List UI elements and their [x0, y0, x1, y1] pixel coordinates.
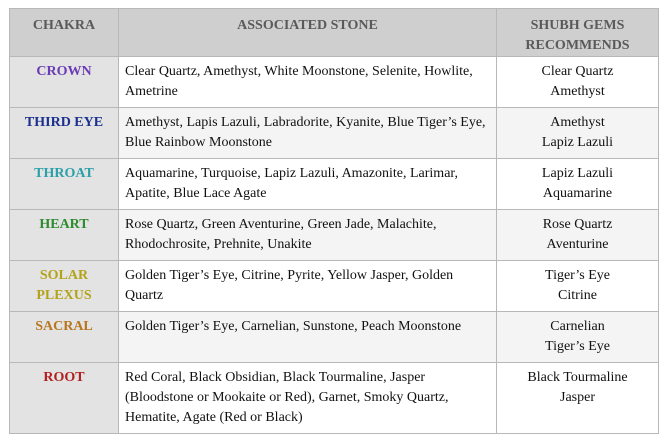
recommendation-heart [497, 210, 659, 261]
recommendation-line1: Lapiz Lazuli [541, 166, 614, 181]
associated-stones-third-eye: Amethyst, Lapis Lazuli, Labradorite, Kyanite, Blue Tiger’s Eye, Blue Rainbow Moonstone [119, 108, 497, 159]
recommendation-line2: Amethyst [550, 84, 605, 99]
recommendation-root [497, 363, 659, 434]
chakra-label-line1: ROOT [43, 370, 85, 385]
recommendation-line2: Jasper [560, 390, 595, 405]
chakra-name-throat [10, 159, 119, 210]
recommendation-solar-plexus [497, 261, 659, 312]
recommendation-line1: Clear Quartz [541, 64, 614, 79]
recommendation-line1: Amethyst [550, 115, 605, 130]
chakra-label-line1: SACRAL [35, 319, 93, 334]
chakra-name-crown [10, 57, 119, 108]
recommendation-line2: Citrine [558, 288, 597, 303]
header-associated-stone: ASSOCIATED STONE [119, 9, 497, 57]
header-row [10, 9, 659, 57]
recommendation-line1: Carnelian [550, 319, 605, 334]
recommendation-third-eye [497, 108, 659, 159]
recommendation-line1: Tiger’s Eye [545, 268, 610, 283]
recommendation-line2: Lapiz Lazuli [541, 135, 614, 150]
recommendation-line2: Aventurine [546, 237, 609, 252]
table-row-throat [10, 159, 659, 210]
recommendation-line1: Rose Quartz [542, 217, 613, 232]
header-chakra: CHAKRA [10, 9, 119, 57]
recommendation-throat [497, 159, 659, 210]
table-row-third-eye [10, 108, 659, 159]
recommendation-line2: Aquamarine [542, 186, 613, 201]
associated-stones-heart: Rose Quartz, Green Aventurine, Green Jade, Malachite, Rhodochrosite, Prehnite, Unakite [119, 210, 497, 261]
recommendation-crown [497, 57, 659, 108]
chakra-name-heart [10, 210, 119, 261]
chakra-label-line1: HEART [39, 217, 89, 232]
table-row-solar-plexus [10, 261, 659, 312]
associated-stones-sacral: Golden Tiger’s Eye, Carnelian, Sunstone, Peach Moonstone [119, 312, 497, 363]
chakra-label-line1: CROWN [36, 64, 92, 79]
associated-stones-crown: Clear Quartz, Amethyst, White Moonstone, Selenite, Howlite, Ametrine [119, 57, 497, 108]
associated-stones-solar-plexus: Golden Tiger’s Eye, Citrine, Pyrite, Yellow Jasper, Golden Quartz [119, 261, 497, 312]
recommendation-line1: Black Tourmaline [527, 370, 628, 385]
chakra-label-line1: SOLAR [39, 268, 89, 283]
chakra-name-third-eye [10, 108, 119, 159]
chakra-name-sacral [10, 312, 119, 363]
chakra-stone-table [9, 8, 659, 434]
chakra-label-line1: THIRD EYE [24, 115, 104, 130]
table-row-crown [10, 57, 659, 108]
table-row-sacral [10, 312, 659, 363]
chakra-name-solar-plexus [10, 261, 119, 312]
associated-stones-throat: Aquamarine, Turquoise, Lapiz Lazuli, Amazonite, Larimar, Apatite, Blue Lace Agate [119, 159, 497, 210]
header-recommends-line2: RECOMMENDS [525, 38, 630, 53]
chakra-table-wrapper [9, 8, 659, 434]
header-recommends [497, 9, 659, 57]
chakra-name-root [10, 363, 119, 434]
recommendation-sacral [497, 312, 659, 363]
table-row-heart [10, 210, 659, 261]
chakra-label-line1: THROAT [34, 166, 94, 181]
table-row-root [10, 363, 659, 434]
header-recommends-line1: SHUBH GEMS [530, 18, 625, 33]
recommendation-line2: Tiger’s Eye [545, 339, 610, 354]
associated-stones-root: Red Coral, Black Obsidian, Black Tourmaline, Jasper (Bloodstone or Mookaite or Red), Garnet, Smoky Quartz, Hematite, Agate (Red or Black) [119, 363, 497, 434]
chakra-label-line2: PLEXUS [36, 288, 92, 303]
